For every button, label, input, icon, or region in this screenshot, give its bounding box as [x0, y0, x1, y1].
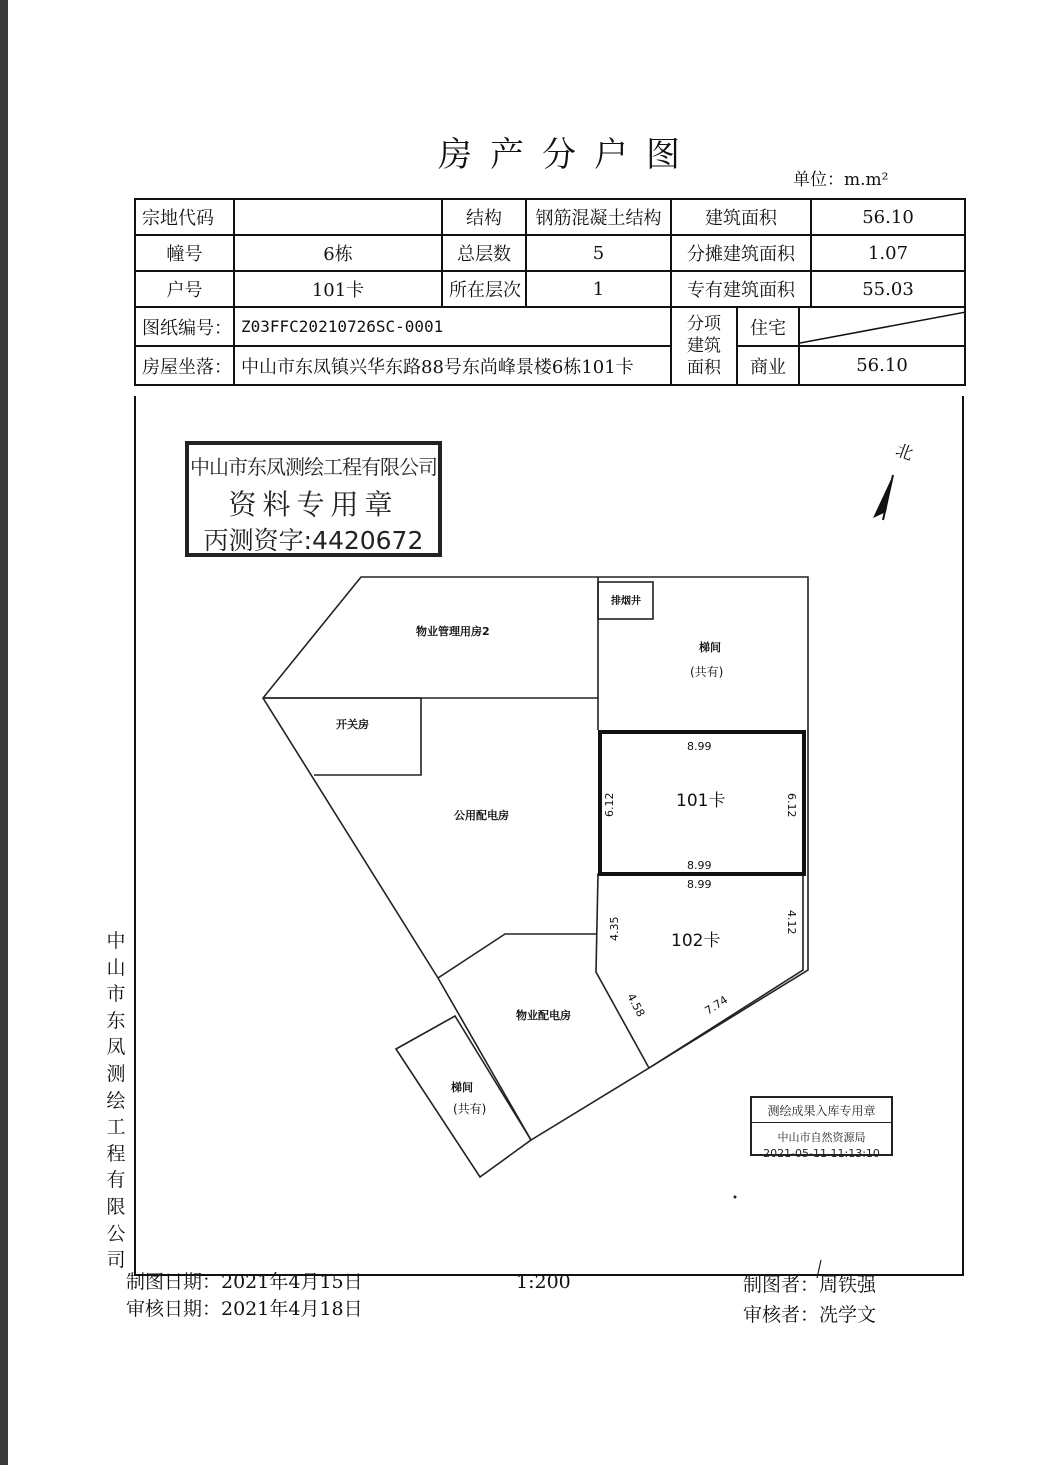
building-outline [263, 577, 808, 1140]
room-label: 公用配电房 [454, 809, 509, 822]
dimension-label: 6.12 [603, 792, 616, 817]
dimension-label: 4.12 [785, 910, 798, 935]
page-title: 房产分户图 [438, 135, 698, 175]
reviewer-label: 审核者：冼学文 [743, 1304, 877, 1326]
unit-101-label: 101卡 [676, 791, 726, 811]
room-label: 开关房 [336, 718, 369, 731]
drawing-no-label: 图纸编号： [135, 307, 234, 346]
power-room-wall [438, 934, 596, 978]
dimension-label: 8.99 [687, 878, 712, 891]
exclusive-area-value: 55.03 [811, 271, 965, 307]
floors-label: 总层数 [442, 235, 526, 271]
drawing-no-value: Z03FFC20210726SC-0001 [234, 307, 671, 346]
north-label: 北 [892, 440, 916, 466]
commercial-label: 商业 [750, 356, 786, 378]
dimension-label: 8.99 [687, 859, 712, 872]
dimension-label: 7.74 [702, 993, 731, 1018]
building-area-value: 56.10 [811, 199, 965, 235]
dimension-label: 8.99 [687, 740, 712, 753]
unit-102-outline [596, 874, 803, 1068]
unit-label: 户号 [135, 271, 234, 307]
dimension-label: 6.12 [785, 793, 798, 818]
exclusive-area-label: 专有建筑面积 [671, 271, 811, 307]
draw-date: 制图日期：2021年4月15日 [126, 1271, 363, 1293]
company-stamp: 中山市东凤测绘工程有限公司 资料专用章 丙测资字:4420672 [185, 441, 442, 557]
floor-label: 所在层次 [442, 271, 526, 307]
north-arrow-icon [873, 475, 893, 520]
parcel-code-label: 宗地代码 [135, 199, 234, 235]
room-label: 物业配电房 [516, 1009, 571, 1022]
document-page [8, 0, 1057, 1465]
unit-102-label: 102卡 [671, 931, 721, 951]
building-value: 6栋 [234, 235, 442, 271]
room-label: 梯间 [699, 641, 721, 654]
residential-label: 住宅 [738, 308, 798, 347]
vertical-company-name: 中山市东凤测绘工程有限公司 [106, 930, 126, 1272]
floor-plan-drawing [8, 0, 1057, 1465]
address-label: 房屋坐落： [135, 346, 234, 385]
unit-label: 单位：m.m² [793, 170, 889, 190]
floors-value: 5 [526, 235, 671, 271]
room-label: 排烟井 [611, 596, 641, 607]
address-value: 中山市东凤镇兴华东路88号东尚峰景楼6栋101卡 [234, 346, 671, 385]
room-label: 物业管理用房2 [416, 625, 490, 638]
building-area-label: 建筑面积 [671, 199, 811, 235]
drawer-label: 制图者：周铁强 [743, 1274, 877, 1296]
dimension-label: 4.58 [624, 991, 648, 1020]
building-label: 幢号 [135, 235, 234, 271]
unit-value: 101卡 [234, 271, 442, 307]
review-date: 审核日期：2021年4月18日 [126, 1298, 363, 1320]
archive-seal: 测绘成果入库专用章 中山市自然资源局 2021-05-11 11:13:10 [750, 1096, 893, 1156]
room-label: 梯间 [451, 1081, 473, 1094]
shared-area-label: 分摊建筑面积 [671, 235, 811, 271]
scale-label: 1:200 [516, 1271, 571, 1293]
sub-area-label: 分项 建筑 面积 [672, 308, 738, 384]
structure-label: 结构 [442, 199, 526, 235]
stair-2-outline [396, 1016, 531, 1177]
room-label: (共有) [690, 665, 724, 679]
floor-value: 1 [526, 271, 671, 307]
room-label: (共有) [453, 1102, 487, 1116]
structure-value: 钢筋混凝土结构 [526, 199, 671, 235]
shared-area-value: 1.07 [811, 235, 965, 271]
pen-mark [734, 1196, 737, 1199]
commercial-value: 56.10 [799, 346, 965, 385]
dimension-label: 4.35 [608, 916, 621, 941]
